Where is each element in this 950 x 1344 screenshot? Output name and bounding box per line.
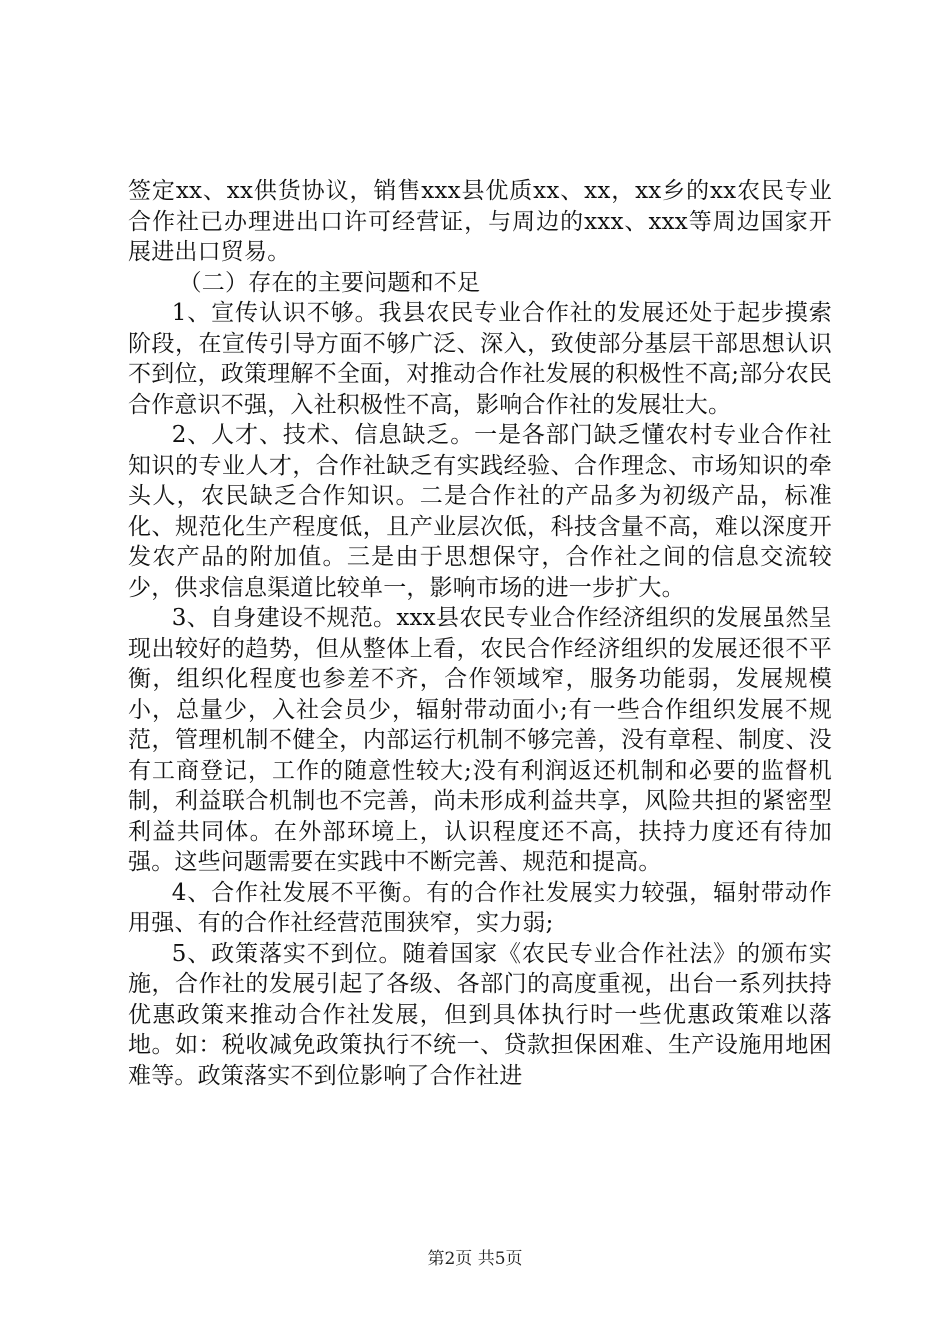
paragraph-item-5: 5、政策落实不到位。随着国家《农民专业合作社法》的颁布实施，合作社的发展引起了各级、各部门的高度重视，出台一系列扶持优惠政策来推动合作社发展，但到具体执行时一些优惠政策难以落地。如：税收减免政策执行不统一、贷款担保困难、生产设施用地困难等。政策落实不到位影响了合作社进 <box>128 940 832 1089</box>
paragraph-continuation: 签定xx、xx供货协议，销售xxx县优质xx、xx，xx乡的xx农民专业合作社已办理进出口许可经营证，与周边的xxx、xxx等周边国家开展进出口贸易。 <box>128 178 832 265</box>
paragraph-item-3: 3、自身建设不规范。xxx县农民专业合作经济组织的发展虽然呈现出较好的趋势，但从整体上看，农民合作经济组织的发展还很不平衡，组织化程度也参差不齐，合作领域窄，服务功能弱，发展规模小，总量少，入社会员少，辐射带动面小;有一些合作组织发展不规范，管理机制不健全，内部运行机制不够完善，没有章程、制度、没有工商登记，工作的随意性较大;没有利润返还机制和必要的监督机制，利益联合机制也不完善，尚未形成利益共享，风险共担的紧密型利益共同体。在外部环境上，认识程度还不高，扶持力度还有待加强。这些问题需要在实践中不断完善、规范和提高。 <box>128 605 832 875</box>
paragraph-item-2: 2、人才、技术、信息缺乏。一是各部门缺乏懂农村专业合作社知识的专业人才，合作社缺乏有实践经验、合作理念、市场知识的牵头人，农民缺乏合作知识。二是合作社的产品多为初级产品，标准化、规范化生产程度低，且产业层次低，科技含量不高，难以深度开发农产品的附加值。三是由于思想保守，合作社之间的信息交流较少，供求信息渠道比较单一，影响市场的进一步扩大。 <box>128 422 832 601</box>
document-body <box>128 176 832 1091</box>
paragraph-item-4: 4、合作社发展不平衡。有的合作社发展实力较强，辐射带动作用强、有的合作社经营范围狭窄，实力弱; <box>128 879 832 936</box>
section-heading: （二）存在的主要问题和不足 <box>178 269 481 296</box>
page-number-footer: 第2页 共5页 <box>427 1249 523 1269</box>
paragraph-item-1: 1、宣传认识不够。我县农民专业合作社的发展还处于起步摸索阶段，在宣传引导方面不够广泛、深入，致使部分基层干部思想认识不到位，政策理解不全面，对推动合作社发展的积极性不高;部分农民合作意识不强，入社积极性不高，影响合作社的发展壮大。 <box>128 300 832 418</box>
